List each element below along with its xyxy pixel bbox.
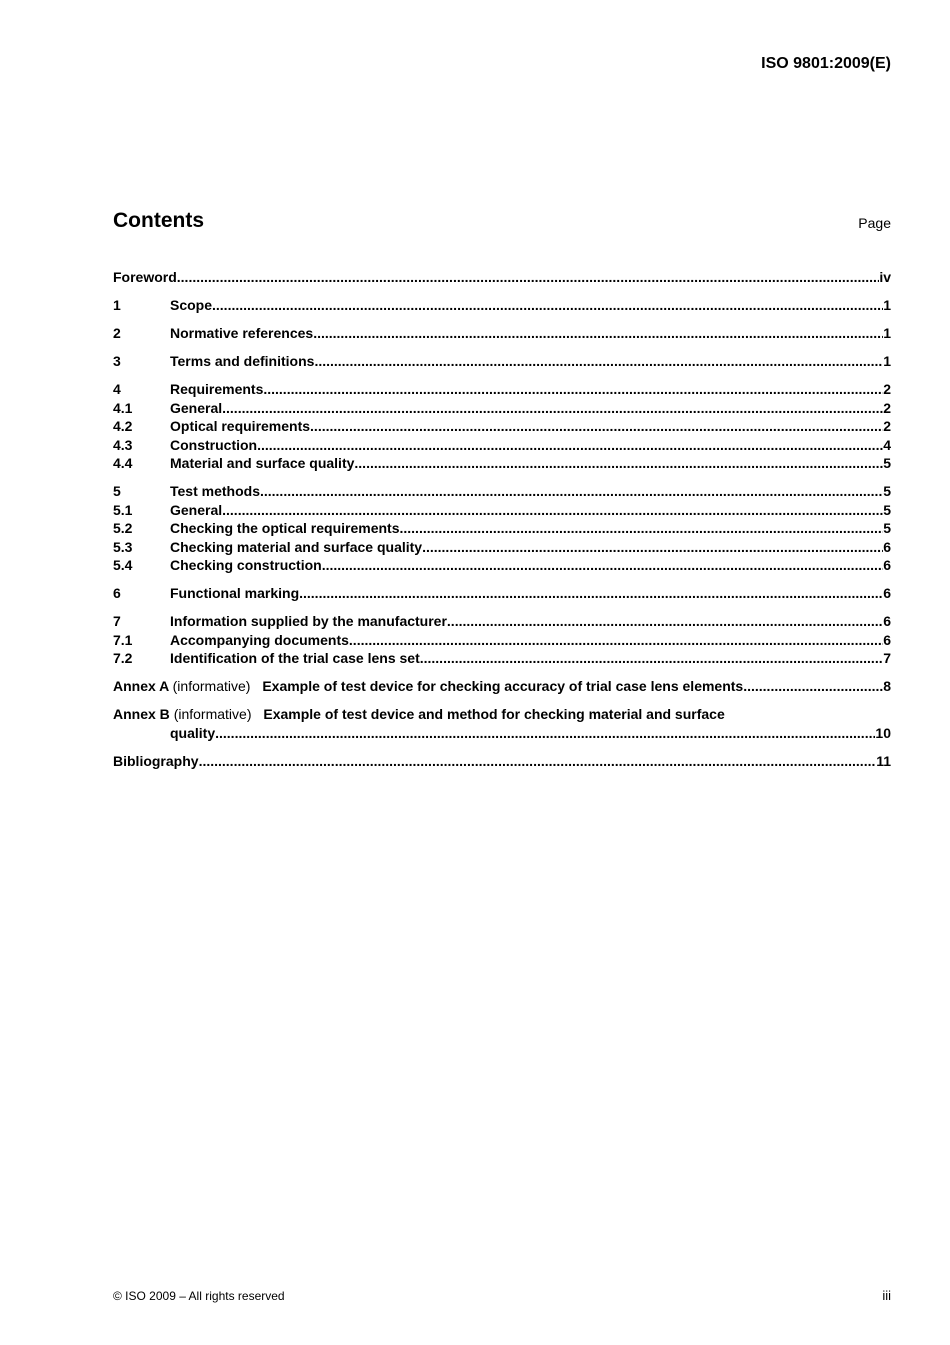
toc-entry-number: 5.2 [113, 520, 133, 536]
toc-entry-number: 7 [113, 613, 121, 629]
contents-heading: Contents [113, 209, 204, 232]
annex-title: Example of test device for checking accuracy of trial case lens elements [262, 678, 744, 694]
toc-entry-number: 4 [113, 381, 121, 397]
toc-entry-title: Terms and definitions [170, 353, 315, 369]
toc-entry-4-3[interactable] [113, 436, 891, 455]
toc-leader-dots [422, 538, 883, 557]
toc-entry-page: 5 [883, 455, 891, 471]
toc-leader-dots [349, 631, 883, 650]
toc-entry-page: 1 [883, 325, 891, 341]
toc-entry-title: Checking construction [170, 557, 322, 573]
toc-entry-number: 7.1 [113, 631, 133, 648]
toc-entry-title: Optical requirements [170, 418, 311, 434]
toc-entry-6[interactable] [113, 584, 891, 603]
toc-entry-page: 6 [883, 585, 891, 601]
toc-leader-dots [354, 454, 883, 473]
toc-entry-page: iv [879, 269, 891, 285]
toc-entry-5-4[interactable] [113, 556, 891, 575]
toc-leader-dots [299, 584, 883, 603]
toc-entry-5-2[interactable] [113, 519, 891, 538]
toc-entry-annex-b[interactable] [113, 705, 891, 724]
toc-entry-7[interactable] [113, 612, 891, 631]
toc-entry-5-1[interactable] [113, 501, 891, 520]
toc-entry-title: Identification of the trial case lens set [170, 650, 420, 666]
toc-leader-dots [222, 501, 883, 520]
toc-entry-title: Foreword [113, 269, 177, 285]
annex-label: Annex A [113, 678, 169, 694]
toc-entry-page: 8 [883, 678, 891, 694]
document-id: ISO 9801:2009(E) [761, 55, 891, 72]
toc-entry-annex-b-continued[interactable] [113, 724, 891, 743]
toc-entry-title: Checking material and surface quality [170, 538, 423, 555]
toc-entry-title: Accompanying documents [170, 631, 349, 648]
page-column-label: Page [858, 215, 891, 231]
toc-entry-number: 6 [113, 585, 121, 601]
toc-leader-dots [447, 612, 883, 631]
toc-entry-page: 6 [883, 631, 891, 648]
toc-entry-4-4[interactable] [113, 454, 891, 473]
toc-entry-title: Requirements [170, 381, 264, 397]
toc-entry-4-2[interactable] [113, 417, 891, 436]
toc-leader-dots [199, 752, 877, 771]
toc-entry-title: Test methods [170, 483, 260, 499]
toc-leader-dots [314, 352, 883, 371]
toc-leader-dots [260, 482, 883, 501]
toc-entry-title: Bibliography [113, 752, 199, 769]
toc-entry-page: 1 [883, 297, 891, 313]
toc-entry-4[interactable] [113, 380, 891, 399]
toc-entry-title: Functional marking [170, 585, 300, 601]
toc-entry-number: 5 [113, 483, 121, 499]
toc-entry-page: 6 [883, 557, 891, 573]
toc-leader-dots [215, 724, 875, 743]
toc-entry-page: 5 [883, 520, 891, 536]
toc-leader-dots [177, 268, 880, 287]
toc-leader-dots [313, 324, 883, 343]
toc-leader-dots [420, 649, 883, 668]
toc-leader-dots [257, 436, 883, 455]
toc-entry-title [113, 705, 725, 724]
toc-leader-dots [212, 296, 883, 315]
annex-kind: (informative) [172, 678, 251, 694]
toc-entry-page: 5 [883, 483, 891, 499]
toc-entry-title: Material and surface quality [170, 455, 355, 471]
toc-entry-number: 5.4 [113, 557, 133, 573]
page-number: iii [882, 1288, 891, 1303]
toc-entry-title: Construction [170, 436, 258, 453]
toc-entry-4-1[interactable] [113, 399, 891, 418]
toc-entry-number: 1 [113, 297, 121, 313]
toc-entry-page: 6 [883, 538, 891, 555]
toc-entry-page: 1 [883, 353, 891, 369]
toc-entry-page: 11 [876, 752, 891, 769]
toc-entry-number: 4.4 [113, 455, 133, 471]
toc-entry-1[interactable] [113, 296, 891, 315]
toc-entry-title: Scope [170, 297, 213, 313]
toc-entry-number: 3 [113, 353, 121, 369]
toc-entry-number: 2 [113, 325, 121, 341]
toc-entry-page: 5 [883, 501, 891, 518]
toc-entry-3[interactable] [113, 352, 891, 371]
annex-kind: (informative) [173, 706, 252, 722]
toc-entry-number: 7.2 [113, 650, 133, 666]
toc-leader-dots [322, 556, 884, 575]
toc-entry-2[interactable] [113, 324, 891, 343]
toc-leader-dots [263, 380, 883, 399]
toc-entry-number: 4.3 [113, 436, 133, 453]
toc-leader-dots [400, 519, 884, 538]
toc-entry-bibliography[interactable] [113, 752, 891, 771]
toc-entry-7-1[interactable] [113, 631, 891, 650]
toc-entry-title: General [170, 399, 223, 416]
toc-entry-page: 4 [883, 436, 891, 453]
toc-entry-foreword[interactable] [113, 268, 891, 287]
toc-entry-title [113, 677, 743, 696]
toc-entry-page: 2 [883, 399, 891, 416]
toc-entry-page: 2 [883, 418, 891, 434]
toc-entry-5[interactable] [113, 482, 891, 501]
toc-leader-dots [222, 399, 883, 418]
toc-leader-dots [743, 677, 883, 696]
toc-entry-title: Normative references [170, 325, 314, 341]
toc-entry-5-3[interactable] [113, 538, 891, 557]
toc-entry-number: 5.3 [113, 538, 133, 555]
toc-entry-page: 6 [883, 613, 891, 629]
copyright-notice: © ISO 2009 – All rights reserved [113, 1289, 285, 1303]
toc-entry-page: 2 [883, 381, 891, 397]
toc-entry-number: 4.2 [113, 418, 133, 434]
table-of-contents [113, 268, 891, 770]
toc-entry-annex-a[interactable] [113, 677, 891, 696]
toc-entry-title: Checking the optical requirements [170, 520, 400, 536]
toc-entry-7-2[interactable] [113, 649, 891, 668]
annex-label: Annex B [113, 706, 170, 722]
toc-entry-page: 10 [875, 724, 891, 741]
annex-title-continued: quality [170, 724, 216, 741]
annex-title: Example of test device and method for checking material and surface [263, 706, 725, 722]
toc-entry-title: Information supplied by the manufacturer [170, 613, 447, 629]
toc-entry-number: 5.1 [113, 501, 133, 518]
toc-entry-title: General [170, 501, 223, 518]
toc-leader-dots [310, 417, 883, 436]
toc-entry-number: 4.1 [113, 399, 133, 416]
toc-entry-page: 7 [883, 650, 891, 666]
